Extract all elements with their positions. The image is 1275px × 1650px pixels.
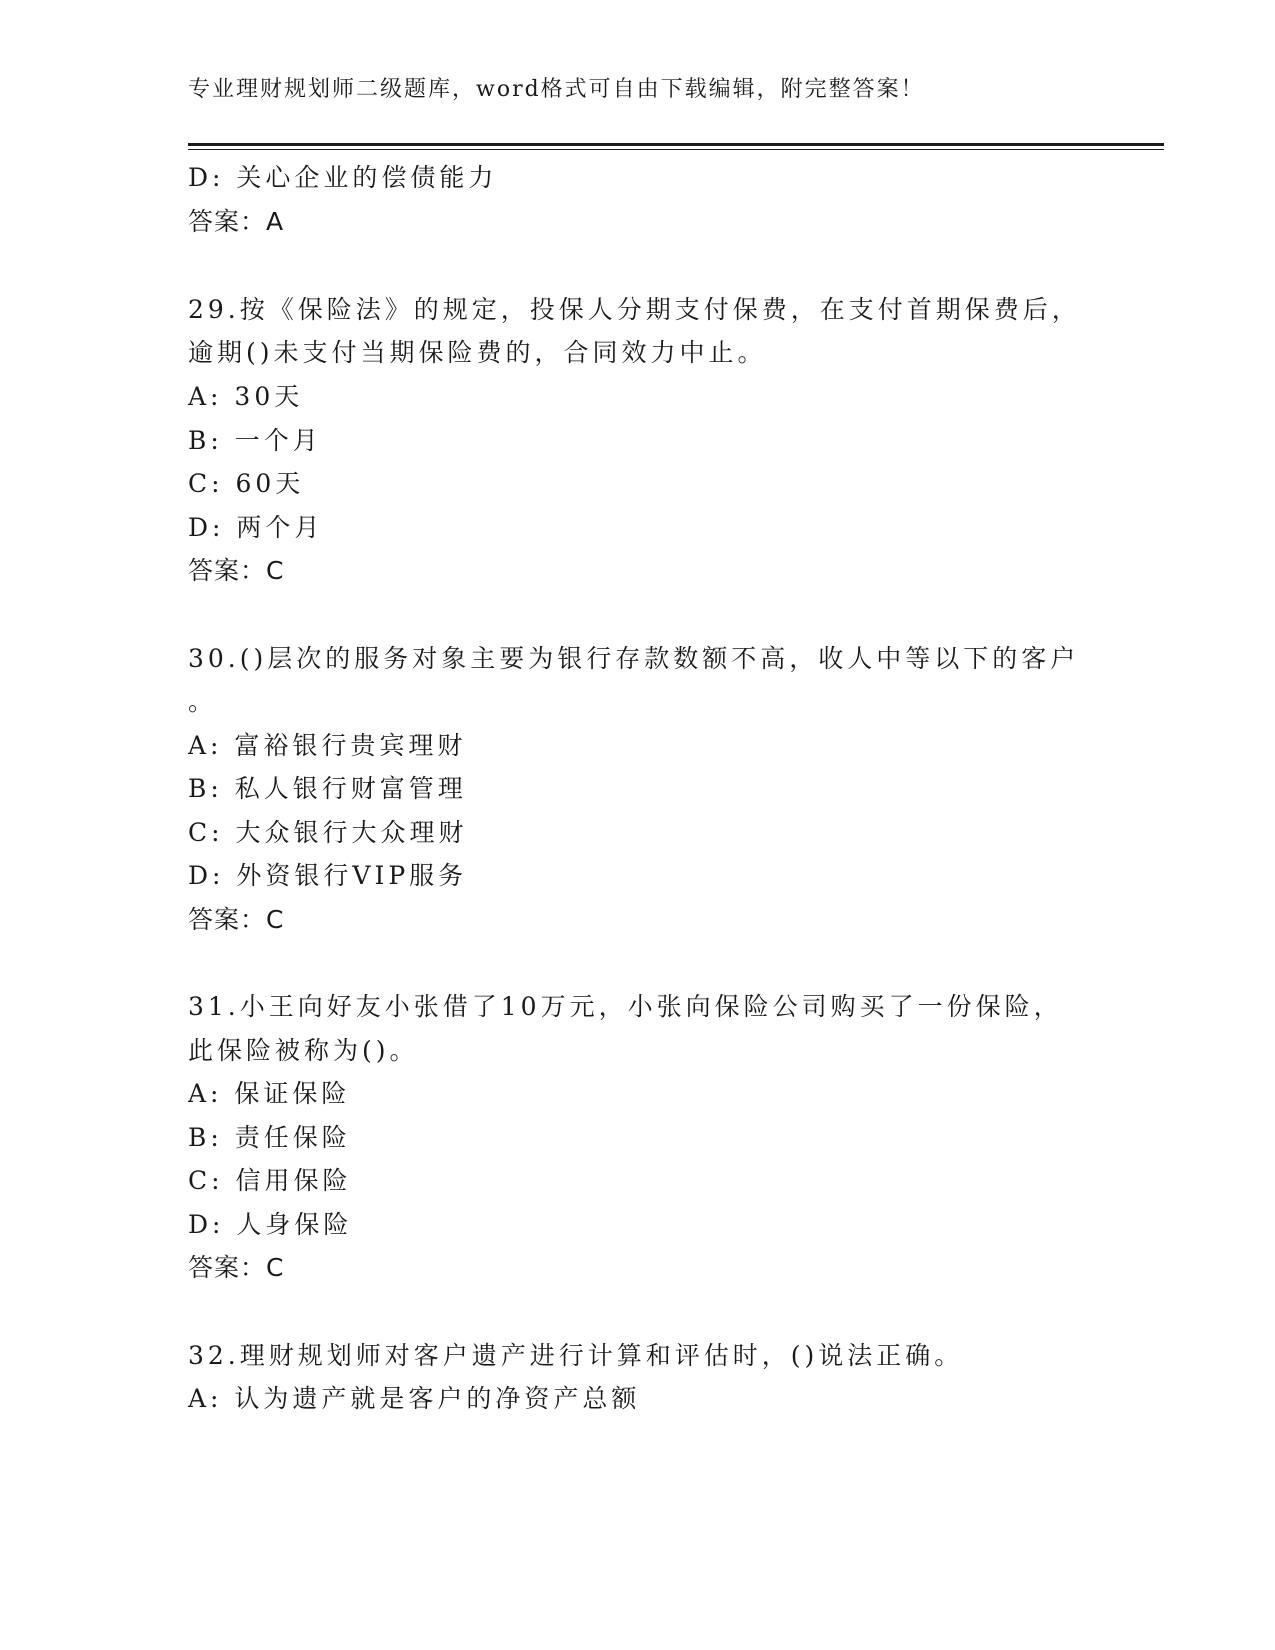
question-stem-cont: 逾期()未支付当期保险费的，合同效力中止。 — [188, 338, 767, 367]
page-header: 专业理财规划师二级题库，word格式可自由下载编辑，附完整答案！ — [188, 77, 925, 102]
option-d: D: 两个月 — [188, 513, 324, 542]
option-a: A: 保证保险 — [188, 1079, 351, 1108]
option-b: B: 一个月 — [188, 426, 322, 455]
question-stem: 31.小王向好友小张借了10万元，小张向保险公司购买了一份保险， — [188, 992, 1063, 1021]
answer: 答案：A — [188, 207, 285, 236]
question-stem-cont: 此保险被称为()。 — [188, 1036, 419, 1065]
header-rule — [188, 143, 1164, 146]
option-d: D: 外资银行VIP服务 — [188, 861, 468, 890]
header-rule-thin — [188, 149, 1164, 150]
option-b: B: 私人银行财富管理 — [188, 774, 467, 803]
question-stem-cont: 。 — [188, 687, 218, 716]
option-d: D: 人身保险 — [188, 1210, 353, 1239]
option-d: D: 关心企业的偿债能力 — [188, 163, 498, 192]
answer: 答案：C — [188, 556, 285, 585]
option-a: A: 认为遗产就是客户的净资产总额 — [188, 1384, 641, 1413]
question-stem: 30.()层次的服务对象主要为银行存款数额不高，收人中等以下的客户 — [188, 644, 1080, 673]
question-stem: 29.按《保险法》的规定，投保人分期支付保费，在支付首期保费后， — [188, 295, 1081, 324]
question-stem: 32.理财规划师对客户遗产进行计算和评估时，()说法正确。 — [188, 1341, 964, 1370]
option-b: B: 责任保险 — [188, 1123, 351, 1152]
option-c: C: 大众银行大众理财 — [188, 818, 468, 847]
option-c: C: 60天 — [188, 469, 305, 498]
option-a: A: 富裕银行贵宾理财 — [188, 731, 467, 760]
option-c: C: 信用保险 — [188, 1166, 352, 1195]
answer: 答案：C — [188, 905, 285, 934]
answer: 答案：C — [188, 1253, 285, 1282]
option-a: A: 30天 — [188, 382, 304, 411]
